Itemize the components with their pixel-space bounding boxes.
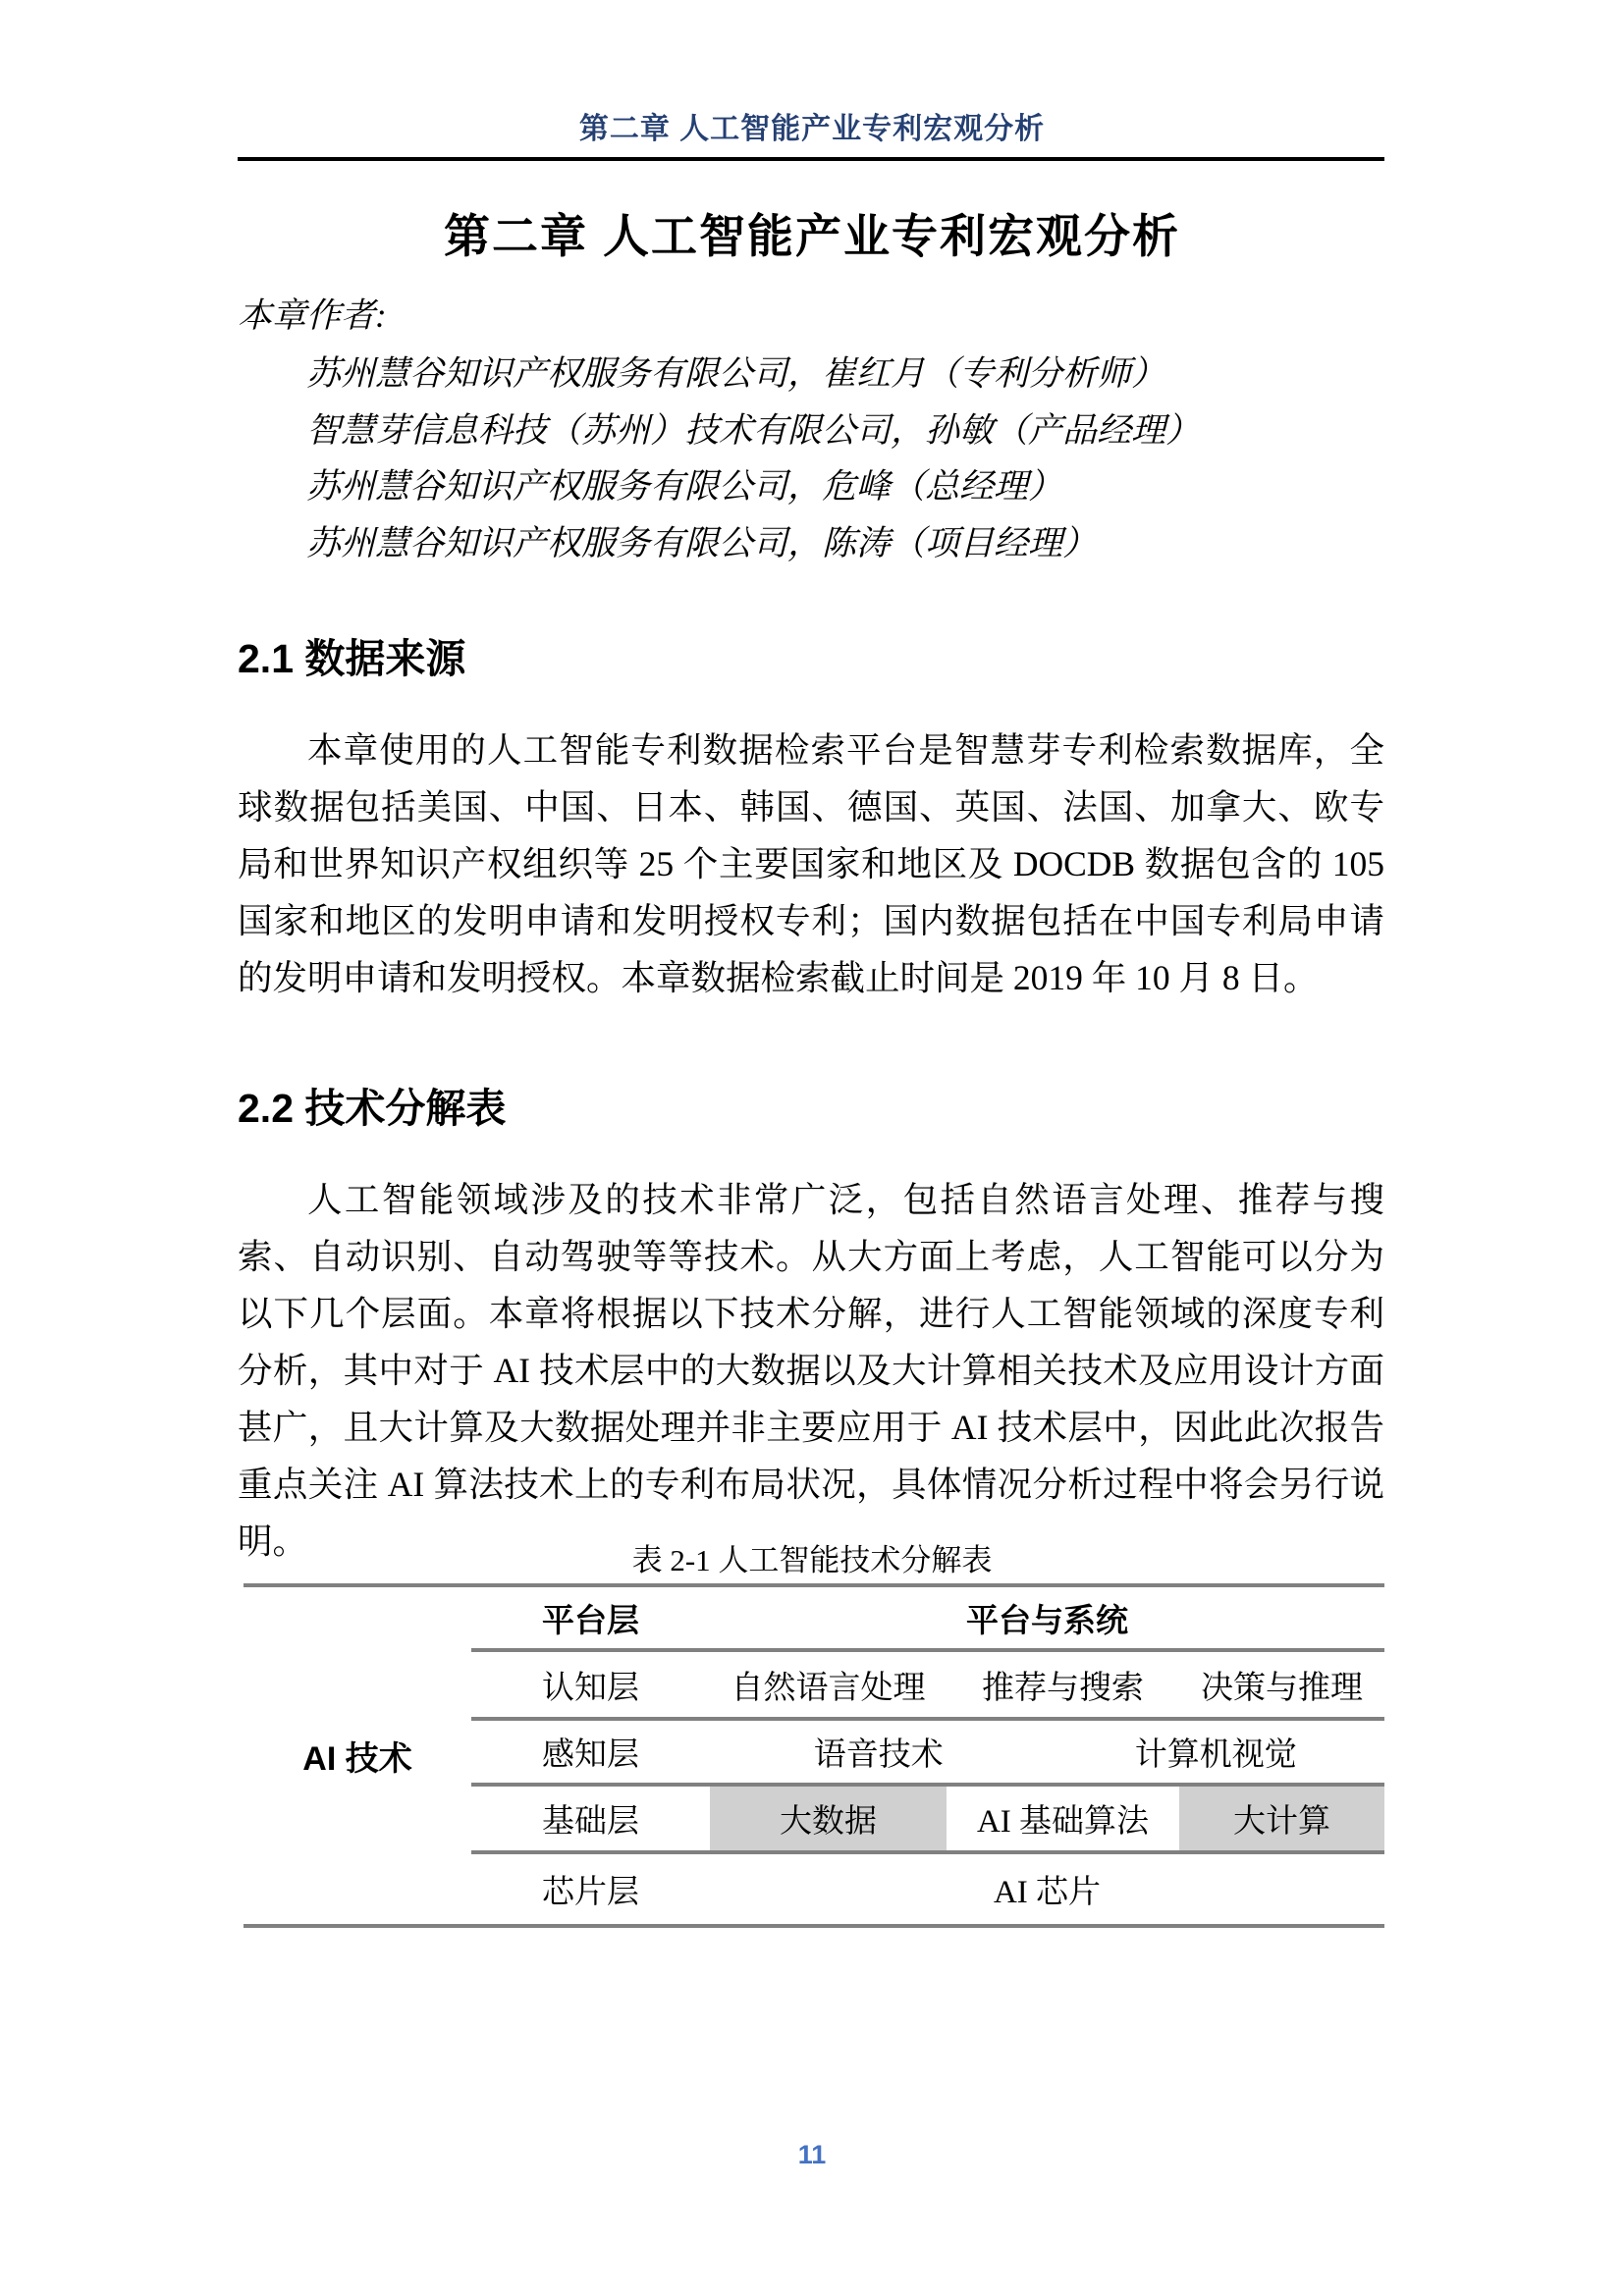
table-cell-perception-layer: 感知层: [471, 1721, 710, 1787]
section-paragraph-2-2: 人工智能领域涉及的技术非常广泛，包括自然语言处理、推荐与搜索、自动识别、自动驾驶等等技术。从大方面上考虑，人工智能可以分为以下几个层面。本章将根据以下技术分解，进行人工智能领域的深度专利分析，其中对于 AI 技术层中的大数据以及大计算相关技术及应用设计方面甚广，且大计算及大数据处理并非主要应用于 AI 技术层中，因此此次报告重点关注 AI 算法技术上的专利布局状况，具体情况分析过程中将会另行说明。: [238, 1180, 1384, 1561]
table-cell-speech-tech: 语音技术: [813, 1737, 944, 1773]
table-row-perception-cells: [710, 1721, 1384, 1787]
chapter-title: 第二章 人工智能产业专利宏观分析: [443, 210, 1181, 262]
table-caption: 表 2-1 人工智能技术分解表: [631, 1543, 993, 1577]
header-rule: [238, 157, 1384, 161]
tech-breakdown-table: [244, 1583, 1384, 1928]
table-cell-ai-basic-algorithm: AI 基础算法: [947, 1787, 1179, 1854]
table-cell-foundation-layer: 基础层: [471, 1787, 710, 1854]
author-line: 苏州慧谷知识产权服务有限公司，崔红月（专利分析师）: [306, 354, 1166, 393]
section-paragraph-2-1: 本章使用的人工智能专利数据检索平台是智慧芽专利检索数据库，全球数据包括美国、中国、日本、韩国、德国、英国、法国、加拿大、欧专局和世界知识产权组织等 25 个主要国家和地区及 DOCDB 数据包含的 105 国家和地区的发明申请和发明授权专利；国内数据包括在中国专利局申请的发明申请和发明授权。本章数据检索截止时间是 2019 年 10 月 8 日。: [238, 730, 1384, 997]
author-line: 苏州慧谷知识产权服务有限公司，陈涛（项目经理）: [306, 523, 1098, 562]
author-line: 苏州慧谷知识产权服务有限公司，危峰（总经理）: [306, 467, 1063, 506]
table-cell-computer-vision: 计算机视觉: [1134, 1737, 1297, 1773]
table-cell-big-data: 大数据: [710, 1787, 947, 1854]
authors-label: 本章作者:: [238, 296, 387, 335]
table-cell-decision-reasoning: 决策与推理: [1179, 1652, 1384, 1721]
table-cell-nlp: 自然语言处理: [710, 1652, 947, 1721]
table-cell-big-compute: 大计算: [1179, 1787, 1384, 1854]
table-cell-recommend-search: 推荐与搜索: [947, 1652, 1179, 1721]
table-header-platform-layer: 平台层: [471, 1587, 710, 1652]
table-header-platform-system: 平台与系统: [710, 1587, 1384, 1652]
section-heading-2-2: 2.2 技术分解表: [238, 1086, 507, 1131]
running-header: 第二章 人工智能产业专利宏观分析: [578, 113, 1046, 145]
table-side-label-ai-tech: AI 技术: [302, 1740, 412, 1778]
authors-list: [238, 346, 1384, 571]
table-cell-ai-chip: AI 芯片: [993, 1875, 1102, 1910]
section-heading-2-1: 2.1 数据来源: [238, 636, 466, 681]
table-cell-cognitive-layer: 认知层: [471, 1652, 710, 1721]
table-cell-chip-layer: 芯片层: [542, 1875, 639, 1910]
author-line: 智慧芽信息科技（苏州）技术有限公司，孙敏（产品经理）: [306, 410, 1201, 450]
page-number: 11: [797, 2140, 827, 2169]
